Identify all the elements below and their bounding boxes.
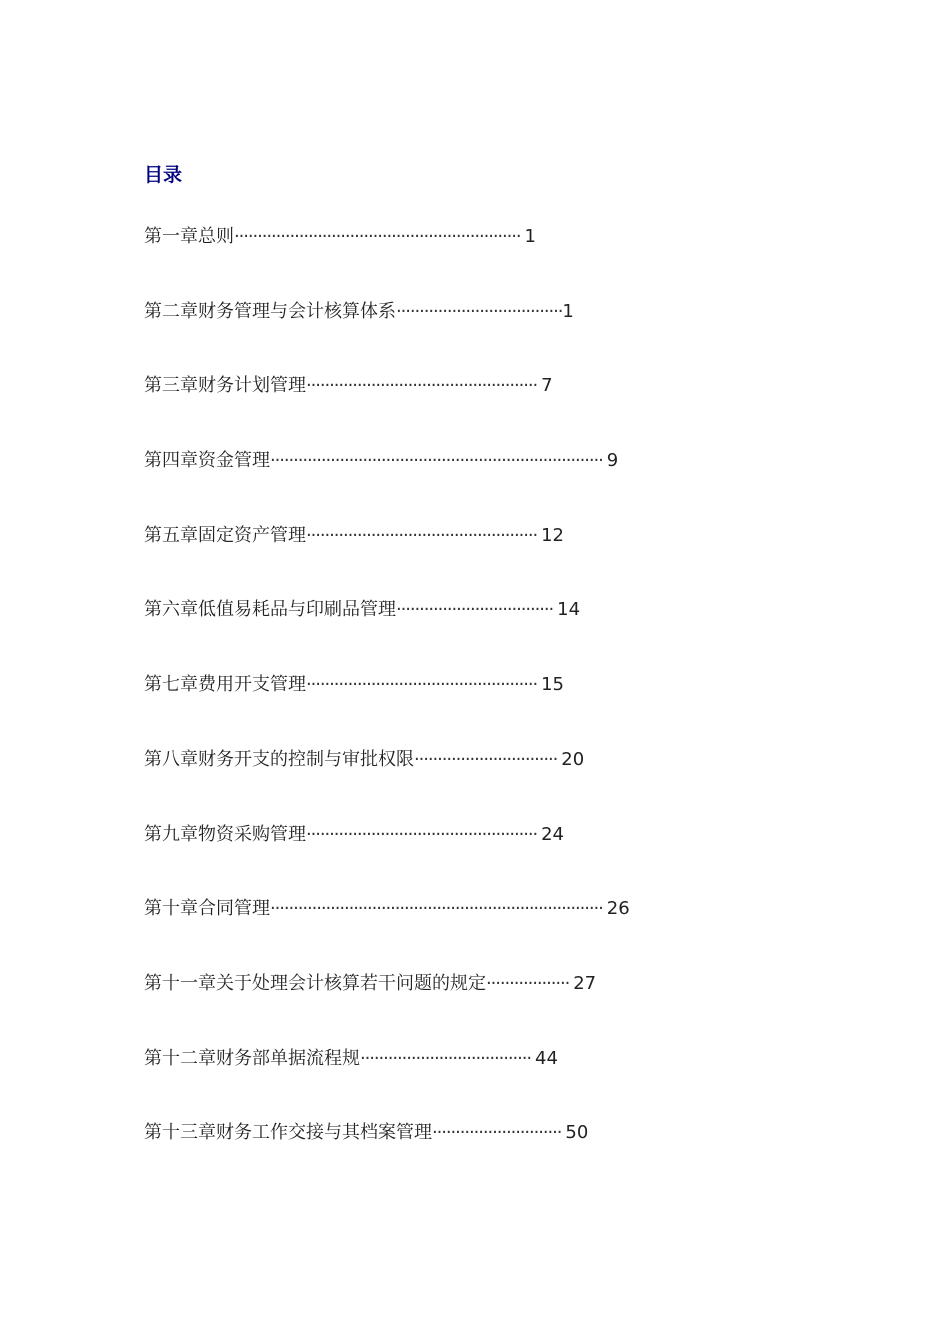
toc-entry-page: 26	[606, 898, 630, 920]
toc-entry-leader: ··················	[486, 972, 570, 994]
toc-entry-label: 第八章财务开支的控制与审批权限	[144, 748, 414, 770]
toc-entry-page: 27	[573, 972, 597, 994]
toc-entry-label: 第六章低值易耗品与印刷品管理	[144, 599, 396, 621]
toc-entry-chapter-11[interactable]	[144, 971, 630, 1046]
toc-entry-page: 14	[557, 599, 581, 621]
toc-entry-leader: ··································	[396, 599, 554, 621]
toc-entry-leader: ··················································	[306, 375, 538, 397]
toc-entry-chapter-5[interactable]	[144, 523, 630, 598]
toc-entry-label: 第二章财务管理与会计核算体系	[144, 300, 396, 322]
toc-entry-leader: ····································	[396, 300, 563, 322]
toc-entry-leader: ··················································	[306, 823, 538, 845]
toc-entry-leader: ··················································	[306, 674, 538, 696]
toc-entry-label: 第九章物资采购管理	[144, 823, 306, 845]
toc-entry-chapter-13[interactable]	[144, 1120, 630, 1195]
toc-entry-leader: ········································································	[270, 898, 603, 920]
toc-entry-chapter-3[interactable]	[144, 373, 630, 448]
toc-entry-label: 第三章财务计划管理	[144, 375, 306, 397]
toc-entry-page: 12	[541, 524, 564, 546]
toc-entry-chapter-12[interactable]	[144, 1046, 630, 1121]
toc-entry-page: 1	[562, 300, 574, 322]
toc-list	[144, 224, 630, 1195]
toc-entry-page: 7	[541, 375, 553, 397]
toc-entry-page: 15	[541, 674, 564, 696]
toc-entry-page: 9	[606, 450, 619, 472]
toc-entry-chapter-9[interactable]	[144, 822, 630, 897]
toc-entry-label: 第四章资金管理	[144, 450, 270, 472]
toc-entry-chapter-2[interactable]	[144, 299, 630, 374]
toc-entry-label: 第五章固定资产管理	[144, 524, 306, 546]
toc-entry-page: 20	[561, 748, 585, 770]
toc-entry-label: 第十二章财务部单据流程规	[144, 1047, 360, 1069]
toc-entry-leader: ·······························	[414, 748, 558, 770]
toc-entry-leader: ····························	[432, 1122, 562, 1144]
toc-entry-leader: ·····································	[360, 1047, 532, 1069]
toc-entry-leader: ······························································	[234, 226, 521, 247]
toc-entry-chapter-7[interactable]	[144, 672, 630, 747]
toc-entry-page: 1	[524, 226, 536, 247]
toc-entry-chapter-6[interactable]	[144, 597, 630, 672]
toc-entry-chapter-8[interactable]	[144, 747, 630, 822]
toc-entry-label: 第十章合同管理	[144, 898, 270, 920]
toc-entry-chapter-4[interactable]	[144, 448, 630, 523]
toc-entry-chapter-1[interactable]	[144, 224, 630, 299]
toc-entry-leader: ··················································	[306, 524, 538, 546]
toc-entry-page: 50	[565, 1122, 589, 1144]
toc-entry-label: 第十一章关于处理会计核算若干问题的规定	[144, 972, 486, 994]
toc-entry-page: 44	[535, 1047, 558, 1069]
toc-entry-label: 第七章费用开支管理	[144, 674, 306, 696]
toc-entry-chapter-10[interactable]	[144, 896, 630, 971]
toc-entry-page: 24	[541, 823, 564, 845]
toc-entry-label: 第一章总则	[144, 226, 234, 247]
toc-title: 目录	[144, 164, 183, 186]
toc-entry-label: 第十三章财务工作交接与其档案管理	[144, 1122, 432, 1144]
toc-entry-leader: ········································································	[270, 450, 603, 472]
